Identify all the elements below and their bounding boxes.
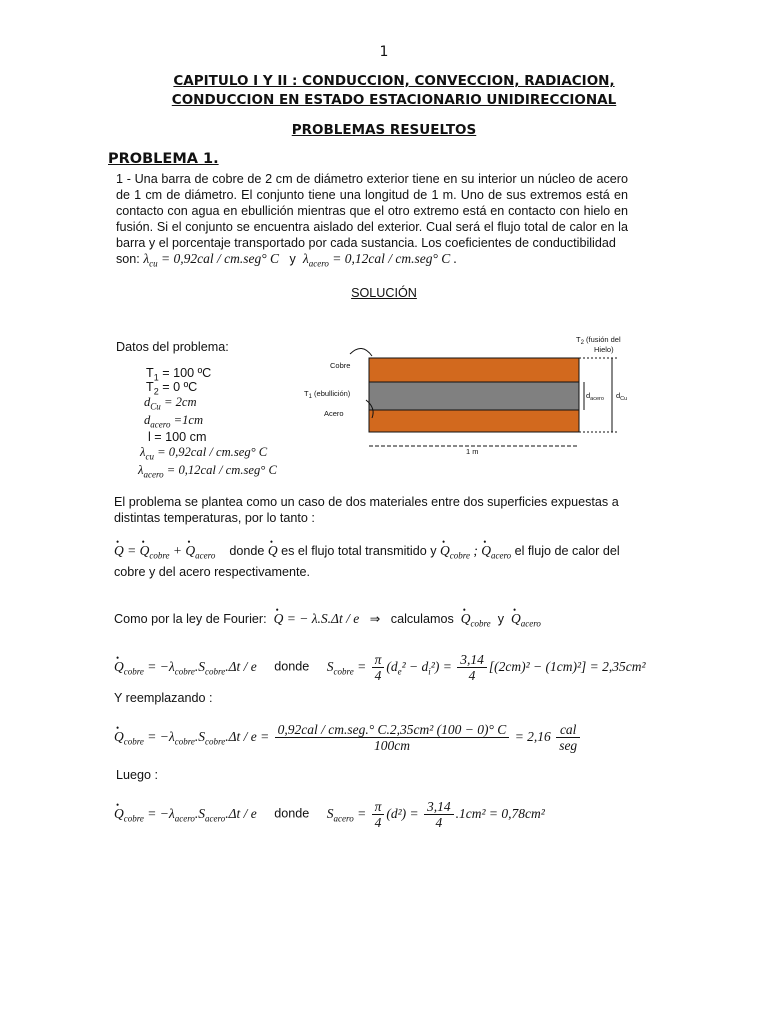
paragraph-planteamiento: El problema se plantea como un caso de dos materiales entre dos superficies expuestas a distintas temperaturas, por lo tanto :	[114, 495, 619, 525]
chapter-title-line-1: CAPITULO I Y II : CONDUCCION, CONVECCION, RADIACION,	[173, 73, 615, 89]
problem-statement	[116, 171, 628, 272]
datos-title: Datos del problema:	[116, 340, 229, 354]
label-t2: $T_2$ (fusión del	[576, 335, 621, 346]
lambda-cu-formula: $\lambda_{cu} = 0,92cal / cm.seg^\circ$ C	[143, 251, 280, 269]
dato-lambda-acero: $\lambda_{acero} = 0,12cal / cm.seg^\circ$ C	[138, 463, 277, 480]
copper-top-layer	[369, 358, 579, 382]
dato-lambda-cu: $\lambda_{cu} = 0,92cal / cm.seg^\circ$ C	[140, 445, 268, 462]
reemplazando-label: Y reemplazando :	[114, 691, 213, 705]
dato-t1: $T_1 = 100$ ºC	[146, 366, 212, 383]
solution-title: SOLUCIÓN	[351, 286, 417, 300]
composite-bar-diagram	[300, 330, 640, 460]
equation-total-flux: • Q = • $Q_{cobre}$ + • $Q_{acero}$ donde • Q es el flujo total transmitido y • $Q_{cobre}$ ; • $Q_{acero}$ el flujo de calor del cobre y del acero respectivamente.	[114, 543, 626, 580]
statement-end-prefix: son:	[116, 252, 140, 266]
copper-bottom-layer	[369, 410, 579, 432]
problem-statement-text: 1 - Una barra de cobre de 2 cm de diámetro exterior tiene en su interior un núcleo de acero de 1 cm de diámetro. El conjunto tiene una longitud de 1 m. Uno de sus extremos está en contacto con agua en ebullición mientras que el otro extremo está en contacto con hielo en fusión. Si el conjunto se encuentra aislado del exterior. Cual será el flujo total de calor en la barra y el porcentaje transportado por cada sustancia. Los coeficientes de conductibilidad	[116, 172, 628, 250]
chapter-title-line-2: CONDUCCION EN ESTADO ESTACIONARIO UNIDIRECCIONAL	[171, 92, 617, 108]
label-t2-line2: Hielo)	[594, 345, 614, 354]
label-dcu: $d_{Cu}$	[616, 391, 628, 402]
arrow-curve-top-icon	[350, 348, 372, 356]
dato-dacero: $d_{acero} =1cm$	[144, 413, 204, 430]
lambda-acero-formula: $\lambda_{acero} = 0,12cal / cm.seg^\circ$ C .	[302, 251, 457, 269]
dato-dcu: $d_{Cu} = 2cm$	[144, 395, 197, 412]
label-length: 1 m	[466, 447, 479, 456]
page-number: 1	[379, 44, 389, 60]
label-t1: $T_1$ (ebullición)	[304, 389, 351, 400]
equation-qcobre: • $Q_{cobre} = -\lambda_{cobre}.S_{cobre}.\Delta t / e$ = $\frac{\text{0,92cal / cm.seg.° C.2,35cm² (100 − 0)° C}}{100cm}$ = 2,16 $\frac{\text{cal}}{\text{seg}}$	[114, 722, 582, 753]
dato-t2: $T_2 = 0$ ºC	[146, 380, 198, 397]
equation-scobre: • $Q_{cobre} = -\lambda_{cobre}.S_{cobre}.\Delta t / e$ donde $S_{cobre}$ = $\frac{\pi}{4}$ $(d_e^2 - d_i^2)$ = $\frac{3,14}{4}$ [(2cm)² − (1cm)²] = 2,35cm²	[114, 652, 646, 683]
section-subtitle: PROBLEMAS RESUELTOS	[291, 122, 477, 138]
label-dacero: $d_{acero}$	[586, 391, 604, 402]
dato-length: l = 100 cm	[148, 430, 207, 444]
luego-label: Luego :	[116, 768, 159, 782]
label-acero: Acero	[324, 409, 344, 418]
label-cobre: Cobre	[330, 361, 351, 370]
fourier-law-line: Como por la ley de Fourier: • Q = − λ.S.Δt / e ⇒ calculamos • $Q_{cobre}$ y • $Q_{acero}$	[114, 611, 541, 632]
problem-heading: PROBLEMA 1.	[108, 151, 219, 167]
and-word: y	[289, 252, 296, 266]
equation-sacero: • $Q_{cobre} = -\lambda_{acero}.S_{acero}.\Delta t / e$ donde $S_{acero}$ = $\frac{\pi}{4}$ (d²) = $\frac{3,14}{4}$ .1cm² = 0,78cm²	[114, 799, 545, 830]
